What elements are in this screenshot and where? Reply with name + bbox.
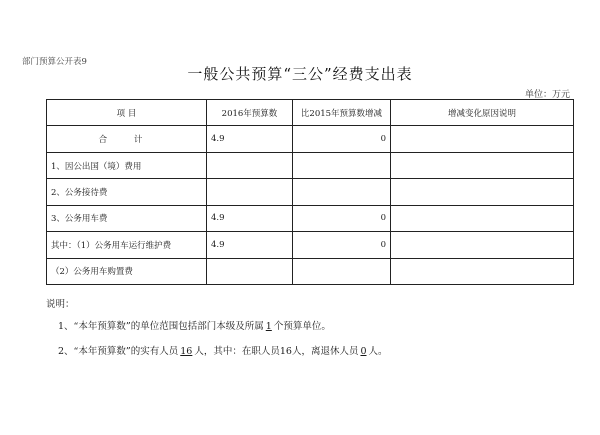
header-item: 项 目 [47, 100, 207, 126]
note-1-unit-count: 1 [265, 321, 272, 332]
row-change: 0 [293, 205, 391, 231]
header-budget-2016: 2016年预算数 [207, 100, 293, 126]
row-item: （2）公务用车购置费 [47, 258, 207, 284]
row-reason [391, 126, 574, 152]
note-1-suffix: 个预算单位。 [273, 321, 331, 332]
row-change [293, 152, 391, 178]
table-row [47, 232, 574, 258]
header-change-vs-2015: 比2015年预算数增减 [293, 100, 391, 126]
row-reason [391, 152, 574, 178]
row-reason [391, 205, 574, 231]
header-reason: 增减变化原因说明 [391, 100, 574, 126]
row-item: 合 计 [47, 126, 207, 152]
page-title: 一般公共预算“三公”经费支出表 [187, 65, 413, 83]
row-budget: 4.9 [207, 232, 293, 258]
row-reason [391, 232, 574, 258]
expense-table [46, 99, 574, 285]
row-change [293, 258, 391, 284]
row-change: 0 [293, 126, 391, 152]
document-code: 部门预算公开表9 [22, 57, 87, 67]
note-2-prefix: 2、“本年预算数”的实有人员 [58, 346, 179, 357]
note-2 [58, 343, 388, 357]
note-1 [58, 318, 331, 332]
row-item: 2、公务接待费 [47, 179, 207, 205]
table-row [47, 126, 574, 152]
row-budget: 4.9 [207, 205, 293, 231]
note-2-retired-count: 0 [360, 346, 367, 357]
row-item: 3、公务用车费 [47, 205, 207, 231]
row-budget [207, 179, 293, 205]
note-2-suffix: 人。 [368, 346, 388, 357]
table-row [47, 258, 574, 284]
row-budget [207, 152, 293, 178]
note-2-total-staff: 16 [180, 346, 193, 357]
table-header-row [47, 100, 574, 126]
row-budget [207, 258, 293, 284]
row-item: 其中：（1）公务用车运行维护费 [47, 232, 207, 258]
row-reason [391, 258, 574, 284]
row-reason [391, 179, 574, 205]
note-2-middle: 人，其中：在职人员16人，离退休人员 [194, 346, 359, 357]
table-row [47, 205, 574, 231]
notes-title: 说明： [46, 299, 75, 310]
row-item: 1、因公出国（境）费用 [47, 152, 207, 178]
note-1-prefix: 1、“本年预算数”的单位范围包括部门本级及所属 [58, 321, 264, 332]
table-row [47, 152, 574, 178]
table-row [47, 179, 574, 205]
row-budget: 4.9 [207, 126, 293, 152]
row-change [293, 179, 391, 205]
unit-label: 单位：万元 [524, 90, 570, 100]
row-change: 0 [293, 232, 391, 258]
